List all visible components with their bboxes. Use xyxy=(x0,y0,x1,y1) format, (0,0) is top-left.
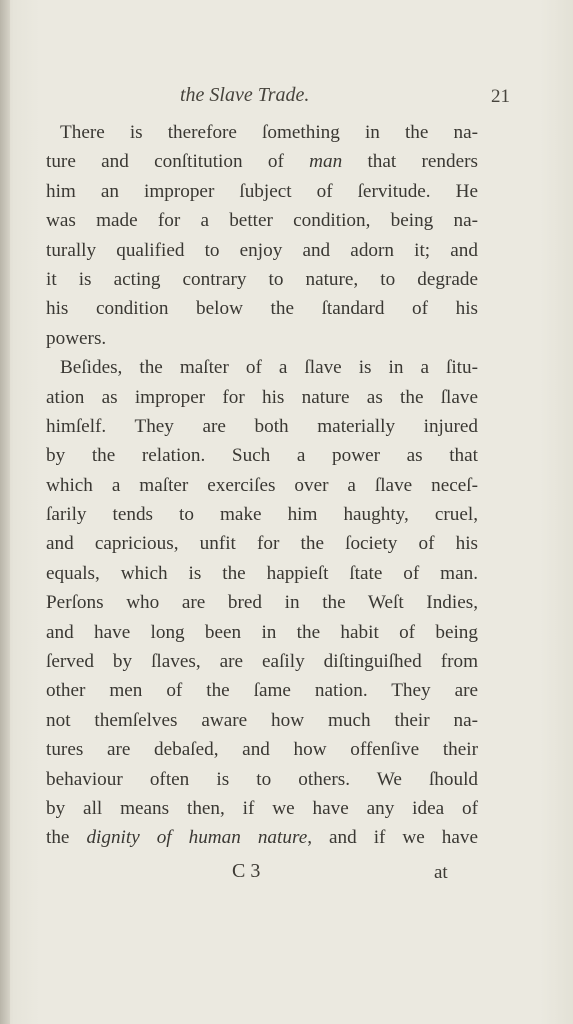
text-line: There is therefore ſomething in the na- xyxy=(60,122,478,143)
text-line: by the relation. Such a power as that xyxy=(46,445,478,467)
text-run: the xyxy=(46,827,87,849)
text-line: by all means then, if we have any idea of xyxy=(46,797,478,819)
page-number: 21 xyxy=(491,86,510,107)
running-head-title: the Slave Trade. xyxy=(180,84,310,106)
catchword: at xyxy=(434,862,448,883)
text-line: not themſelves aware how much their na- xyxy=(46,709,478,731)
text-line: and have long been in the habit of being xyxy=(46,621,478,643)
text-line: his condition below the ſtandard of his xyxy=(46,298,478,320)
text-line: was made for a better condition, being na- xyxy=(46,210,478,232)
text-line xyxy=(46,147,478,176)
text-line: behaviour often is to others. We ſhould xyxy=(46,768,478,790)
italic-word: man xyxy=(309,151,343,173)
text-line: Perſons who are bred in the Weſt Indies, xyxy=(46,592,478,614)
text-line: equals, which is the happieſt ſtate of man. xyxy=(46,562,478,584)
text-line: Beſides, the maſter of a ſlave is in a ſitu- xyxy=(60,357,478,379)
signature-mark: C 3 xyxy=(232,860,261,882)
text-line: ſarily tends to make him haughty, cruel, xyxy=(46,504,478,526)
text-run: that renders xyxy=(342,151,478,173)
text-line: him an improper ſubject of ſervitude. He xyxy=(46,180,478,202)
binding-edge xyxy=(0,0,10,1024)
text-line xyxy=(46,823,478,852)
text-line: powers. xyxy=(46,327,107,349)
text-line: and capricious, unfit for the ſociety of his xyxy=(46,533,478,555)
text-line: turally qualified to enjoy and adorn it; and xyxy=(46,239,478,261)
text-run: , and if we have xyxy=(307,827,478,849)
body-text xyxy=(46,118,478,853)
text-line: other men of the ſame nation. They are xyxy=(46,680,478,702)
text-line: ation as improper for his nature as the ſlave xyxy=(46,386,478,408)
text-line: it is acting contrary to nature, to degrade xyxy=(46,268,478,290)
text-line: which a maſter exerciſes over a ſlave neceſ- xyxy=(46,474,478,496)
running-head xyxy=(40,84,540,110)
text-run: ture and conſtitution of xyxy=(46,151,310,173)
italic-phrase: dignity of human nature xyxy=(86,827,308,849)
text-line: tures are debaſed, and how offenſive their xyxy=(46,739,478,761)
text-line: ſerved by ſlaves, are eaſily diſtinguiſhed from xyxy=(46,651,478,673)
text-line: himſelf. They are both materially injured xyxy=(46,415,478,437)
